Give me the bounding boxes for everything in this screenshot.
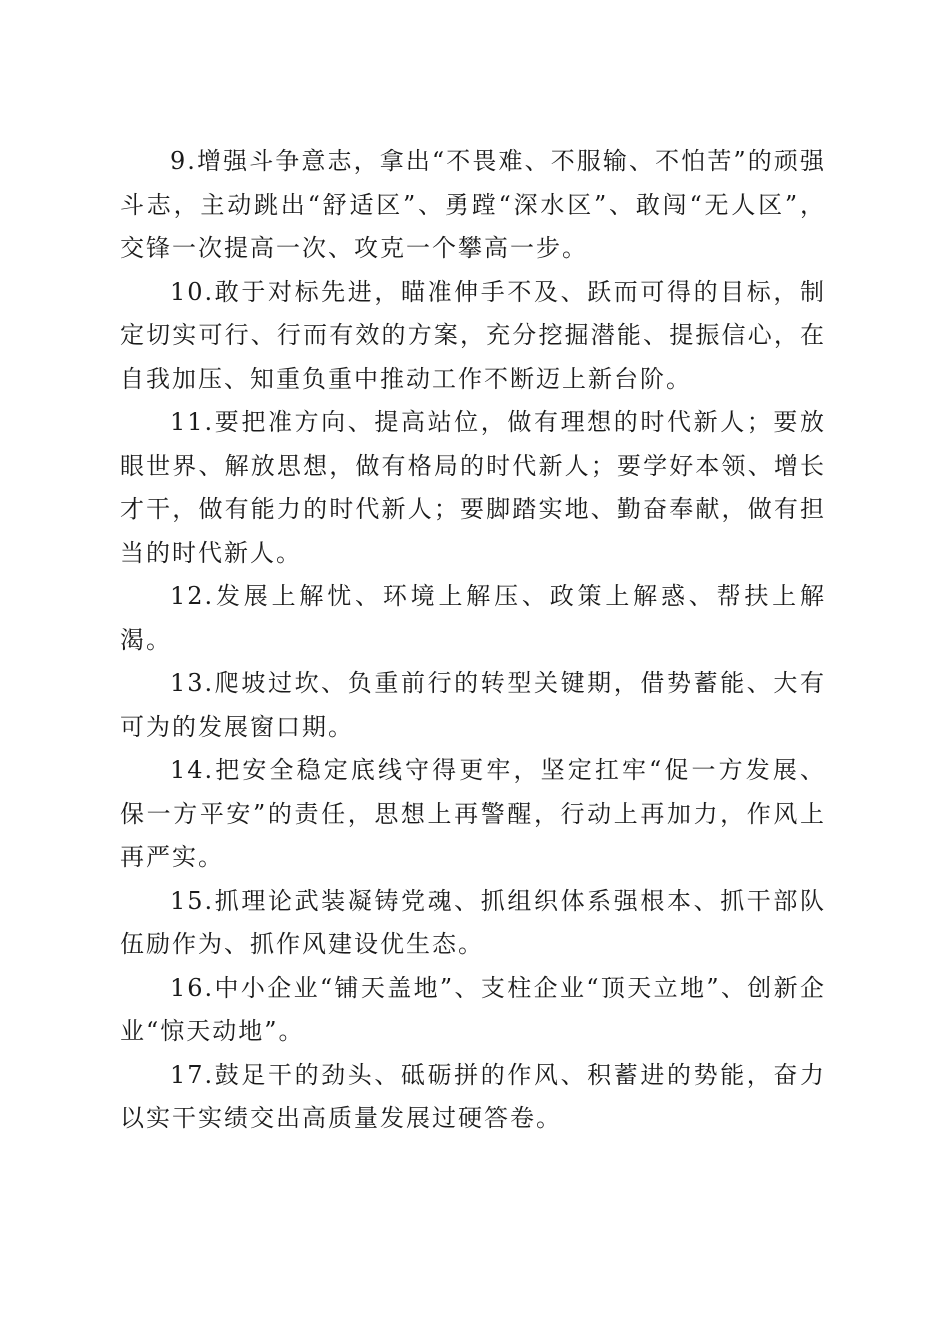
paragraph-item-13: 13.爬坡过坎、负重前行的转型关键期，借势蓄能、大有可为的发展窗口期。 xyxy=(120,669,826,741)
paragraph-item-11: 11.要把准方向、提高站位，做有理想的时代新人；要放眼世界、解放思想，做有格局的时代新人；要学好本领、增长才干，做有能力的时代新人；要脚踏实地、勤奋奉献，做有担当的时代新人。 xyxy=(120,408,826,567)
paragraph-item-14: 14.把安全稳定底线守得更牢，坚定扛牢“促一方发展、保一方平安”的责任，思想上再警醒，行动上再加力，作风上再严实。 xyxy=(120,756,826,871)
paragraph-item-9: 9.增强斗争意志，拿出“不畏难、不服输、不怕苦”的顽强斗志，主动跳出“舒适区”、勇蹚“深水区”、敢闯“无人区”，交锋一次提高一次、攻克一个攀高一步。 xyxy=(120,147,826,262)
paragraph-item-16: 16.中小企业“铺天盖地”、支柱企业“顶天立地”、创新企业“惊天动地”。 xyxy=(120,973,826,1045)
document-body xyxy=(120,140,826,1141)
paragraph-item-10: 10.敢于对标先进，瞄准伸手不及、跃而可得的目标，制定切实可行、行而有效的方案，充分挖掘潜能、提振信心，在自我加压、知重负重中推动工作不断迈上新台阶。 xyxy=(120,277,826,393)
paragraph-item-17: 17.鼓足干的劲头、砥砺拼的作风、积蓄进的势能，奋力以实干实绩交出高质量发展过硬答卷。 xyxy=(120,1060,826,1132)
paragraph-item-12: 12.发展上解忧、环境上解压、政策上解惑、帮扶上解渴。 xyxy=(120,582,826,654)
paragraph-item-15: 15.抓理论武装凝铸党魂、抓组织体系强根本、抓干部队伍励作为、抓作风建设优生态。 xyxy=(120,886,826,958)
